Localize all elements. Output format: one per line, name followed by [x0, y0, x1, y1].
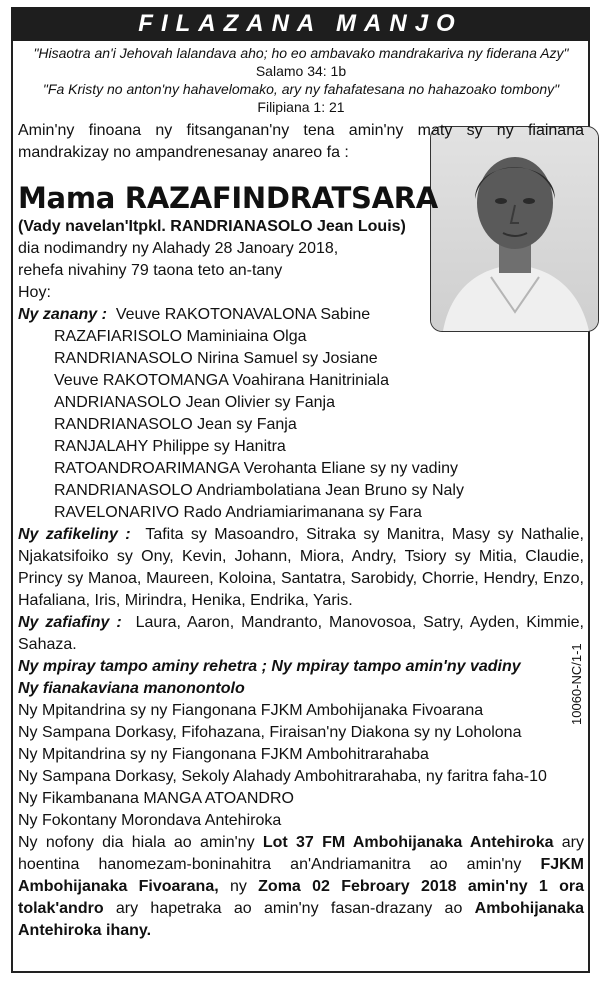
funeral-text: ary hoentina hanomezam-boninahitra an'Andriamanitra ao amin'ny: [18, 834, 585, 873]
funeral-location: Lot 37 FM Ambohijanaka Antehiroka: [262, 834, 554, 851]
child-item: RATOANDROARIMANGA Verohanta Eliane sy ny vadiny: [54, 460, 459, 477]
notice-title: FILAZANA MANJO: [11, 7, 590, 41]
grandchildren-list: Tafita sy Masoandro, Sitraka sy Manitra, Masy sy Nathalie, Njakatsifoiko sy Ony, Kevin, Johann, Miora, Andry, Tsiory sy Mitia, Claudie, Princy sy Manoa, Maureen, Koloina, Santatra, Sarobidy, Chorrie, Hendry, Enzo, Hafaliana, Iris, Mirindra, Henika, Endrika, Yaris.: [18, 526, 585, 609]
child-item: RANDRIANASOLO Jean sy Fanja: [54, 416, 297, 433]
funeral-text: ny: [218, 878, 259, 895]
verse-1-text: "Hisaotra an'i Jehovah lalandava aho; ho eo ambavako mandrakariva ny fiderana Azy": [33, 45, 569, 61]
funeral-text: Ny nofony dia hiala ao amin'ny: [18, 834, 263, 851]
funeral-text: ary hapetraka ao amin'ny fasan-drazany ao: [103, 900, 475, 917]
notice-content: [18, 44, 584, 942]
ad-reference-code: 10060-NC/1-1: [569, 643, 584, 725]
verse-2-ref: Filipiana 1: 21: [257, 99, 345, 115]
family-line: Ny fianakaviana manonontolo: [18, 680, 245, 697]
verse-1-ref: Salamo 34: 1b: [255, 63, 347, 79]
death-line: dia nodimandry ny Alahady 28 Janoary 2018,: [18, 240, 339, 257]
deceased-name: Mama RAZAFINDRATSARA: [18, 181, 438, 215]
child-item: RANDRIANASOLO Andriambolatiana Jean Bruno sy Naly: [54, 482, 464, 499]
funeral-paragraph: [18, 832, 584, 942]
children-label: Ny zanany :: [18, 306, 107, 323]
child-item: RAVELONARIVO Rado Andriamiarimanana sy Fara: [54, 504, 422, 521]
child-item: ANDRIANASOLO Jean Olivier sy Fanja: [54, 394, 335, 411]
spouse-line: (Vady navelan'Itpkl. RANDRIANASOLO Jean Louis): [18, 218, 406, 235]
institution-item: Ny Fikambanana MANGA ATOANDRO: [18, 790, 294, 807]
institution-item: Ny Mpitandrina sy ny Fiangonana FJKM Ambohitrarahaba: [18, 746, 429, 763]
child-item: RANDRIANASOLO Nirina Samuel sy Josiane: [54, 350, 378, 367]
grandchildren-label: Ny zafikeliny :: [18, 526, 131, 543]
child-item: RANJALAHY Philippe sy Hanitra: [54, 438, 286, 455]
funeral-church: FJKM Ambohijanaka Fivoarana,: [18, 856, 584, 895]
institution-item: Ny Fokontany Morondava Antehiroka: [18, 812, 282, 829]
institution-item: Ny Mpitandrina sy ny Fiangonana FJKM Ambohijanaka Fivoarana: [18, 702, 484, 719]
child-item: RAZAFIARISOLO Maminiaina Olga: [54, 328, 307, 345]
great-grandchildren-list: Laura, Aaron, Mandranto, Manovosoa, Satry, Ayden, Kimmie, Sahaza.: [18, 614, 584, 653]
institution-item: Ny Sampana Dorkasy, Fifohazana, Firaisan'ny Diakona sy ny Loholona: [18, 724, 522, 741]
funeral-datetime: Zoma 02 Febroary 2018 amin'ny 1 ora tolak'andro: [18, 878, 584, 917]
hoy-label: Hoy:: [18, 284, 51, 301]
intro-text: Amin'ny finoana ny fitsanganan'ny tena amin'ny maty sy ny fiainana mandrakizay no ampandrenesanay anareo fa :: [18, 122, 584, 161]
children-first-line: [18, 304, 584, 326]
child-item: Veuve RAKOTONAVALONA Sabine: [115, 306, 371, 323]
institution-item: Ny Sampana Dorkasy, Sekoly Alahady Ambohitrarahaba, ny faritra faha-10: [18, 768, 547, 785]
verse-2-text: "Fa Kristy no anton'ny hahavelomako, ary ny fahafatesana no hahazoako tombony": [42, 81, 560, 97]
child-item: Veuve RAKOTOMANGA Voahirana Hanitriniala: [54, 372, 389, 389]
siblings-line: Ny mpiray tampo aminy rehetra ; Ny mpiray tampo amin'ny vadiny: [18, 658, 521, 675]
age-line: rehefa nivahiny 79 taona teto an-tany: [18, 262, 283, 279]
burial-place: Ambohijanaka Antehiroka ihany.: [18, 900, 584, 939]
great-grandchildren-paragraph: [18, 612, 584, 656]
grandchildren-paragraph: [18, 524, 584, 612]
great-grandchildren-label: Ny zafiafiny :: [18, 614, 122, 631]
